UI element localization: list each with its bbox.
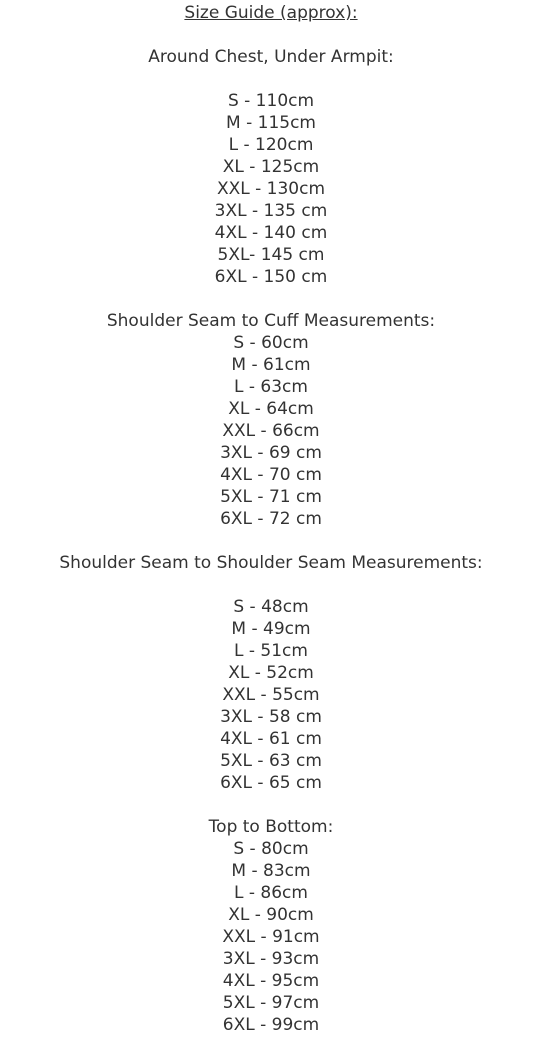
size-row: 3XL - 69 cm — [220, 443, 322, 463]
size-row: M - 49cm — [231, 619, 311, 639]
size-row: 4XL - 140 cm — [214, 223, 328, 243]
size-row: 5XL - 97cm — [222, 993, 320, 1013]
length-section — [0, 816, 542, 1036]
chest-section — [0, 46, 542, 288]
size-row: 3XL - 93cm — [222, 949, 320, 969]
size-row: L - 63cm — [234, 377, 308, 397]
size-row: L - 86cm — [234, 883, 308, 903]
section-heading: Shoulder Seam to Shoulder Seam Measurements: — [59, 553, 483, 573]
section-heading: Top to Bottom: — [208, 817, 334, 837]
section-heading: Around Chest, Under Armpit: — [148, 47, 394, 67]
section-heading: Shoulder Seam to Cuff Measurements: — [106, 311, 436, 331]
size-row: 6XL - 72 cm — [220, 509, 322, 529]
size-row: XXL - 91cm — [222, 927, 320, 947]
size-row: S - 80cm — [233, 839, 309, 859]
size-row: 5XL- 145 cm — [217, 245, 325, 265]
shoulder-section — [0, 552, 542, 794]
size-row: L - 51cm — [234, 641, 308, 661]
size-row: 5XL - 63 cm — [220, 751, 322, 771]
size-row: 6XL - 99cm — [222, 1015, 320, 1035]
size-row: 6XL - 65 cm — [220, 773, 322, 793]
size-row: 4XL - 61 cm — [220, 729, 322, 749]
size-row: M - 83cm — [231, 861, 311, 881]
size-row: L - 120cm — [228, 135, 314, 155]
size-row: S - 48cm — [233, 597, 309, 617]
size-row: XL - 52cm — [228, 663, 314, 683]
size-row: S - 110cm — [227, 91, 315, 111]
size-row: 3XL - 58 cm — [220, 707, 322, 727]
size-row: 5XL - 71 cm — [220, 487, 322, 507]
size-row: XXL - 55cm — [222, 685, 320, 705]
size-row: XL - 64cm — [228, 399, 314, 419]
size-row: M - 61cm — [231, 355, 311, 375]
size-row: XXL - 130cm — [216, 179, 326, 199]
size-row: 4XL - 95cm — [222, 971, 320, 991]
size-row: XXL - 66cm — [222, 421, 320, 441]
cuff-section — [0, 310, 542, 530]
size-row: 3XL - 135 cm — [214, 201, 328, 221]
size-row: 6XL - 150 cm — [214, 267, 328, 287]
size-row: 4XL - 70 cm — [220, 465, 322, 485]
size-guide-title: Size Guide (approx): — [184, 3, 358, 23]
size-row: XL - 90cm — [228, 905, 314, 925]
size-row: XL - 125cm — [222, 157, 320, 177]
size-row: M - 115cm — [226, 113, 316, 133]
size-row: S - 60cm — [233, 333, 309, 353]
